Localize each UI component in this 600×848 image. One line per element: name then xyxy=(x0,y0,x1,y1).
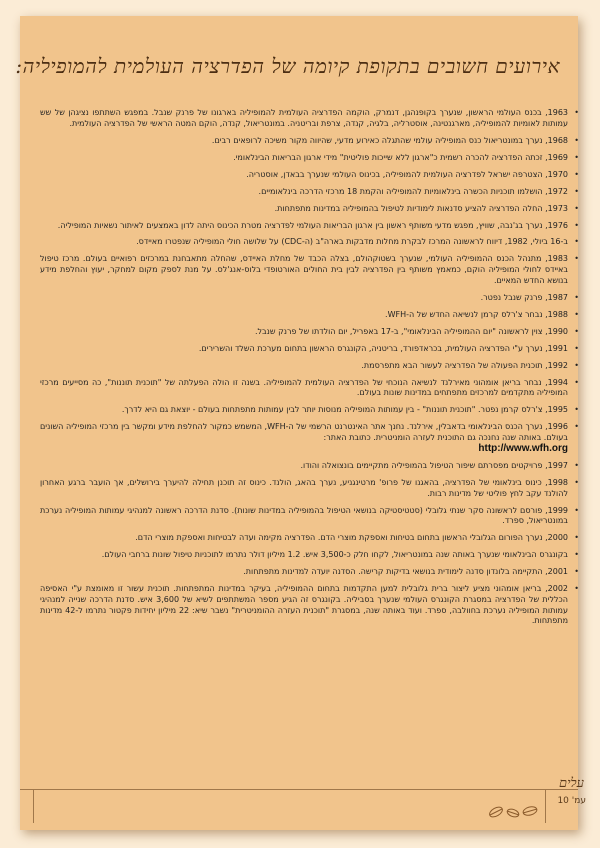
event-text: 1973, החלה הפדרציה להציע סדנאות לימודיות לטיפול בהמופיליה במדינות מתפתחות. xyxy=(274,203,568,213)
event-text: בקונגרס הבינלאומי שנערך באותה שנה במונטריאול, לקחו חלק כ-3,500 איש. 1.2 מיליון דולר נתרמו לתוכניות טיפול שונות ברחבי העולם. xyxy=(101,550,568,560)
event-item xyxy=(40,237,568,248)
page-number: עמ' 10 xyxy=(557,796,586,806)
event-item xyxy=(40,478,568,499)
event-text: 1983, מתנהל הכנס ההמופיליה העולמי, שנערך בשטוקהולם, בצלה הכבד של מחלת האיידס, שהחלה מתאבחנת במרכזים רפואיים בעולם. מרכז טיפול באיידס לחולי המופיליה הוקם, כמאמץ משותף בין הפדרציה לבין בית החולים האורטופדי בלוס-אנג'לס. על מנת לספק מקום למחקר, יעוץ והחלפת מידע בנושא החדש המאיים. xyxy=(40,254,568,285)
event-item xyxy=(40,405,568,416)
event-text: 1995, צ'רלס קרמן נפטר. "תוכנית תוננות" - בין עמותות המופיליה מנוסות יותר לבין עמותות מתפתחות בעולם - יוצאת גם היא לדרך. xyxy=(121,405,568,415)
event-item xyxy=(40,187,568,198)
event-text: 1988, נבחר צ'רלס קרמן לנשיאה החדש של ה-WFH. xyxy=(385,309,568,319)
event-item xyxy=(40,567,568,578)
event-text: 2001, התקיימה בלונדון סדנה לימודית בנושאי בדיקות קרישה. הסדנה יועדה למדינות מתפתחות. xyxy=(243,567,568,577)
event-item xyxy=(40,221,568,232)
magazine-name: עלים xyxy=(559,776,584,791)
event-text: 2000, נערך הפורום הגלובלי הראשון בתחום בטיחות ואספקת מוצרי הדם. הפדרציה מקימה ועדה לבטיחות ואספקת מוצרי הדם. xyxy=(135,533,568,543)
event-item xyxy=(40,136,568,147)
footer-divider-vertical xyxy=(545,789,546,823)
event-item xyxy=(40,310,568,321)
event-item xyxy=(40,204,568,215)
event-text: 1968, נערך במונטריאול כנס המופיליה עולמי שהתגלה כאירוע מדעי, שהיווה מקור משיכה לרופאים רבים. xyxy=(211,135,568,145)
event-item xyxy=(40,108,568,129)
event-item xyxy=(40,293,568,304)
footer-divider-vertical-left xyxy=(33,789,34,823)
event-item xyxy=(40,506,568,527)
footer-divider xyxy=(20,789,578,790)
leaves-ornament-icon xyxy=(486,802,542,822)
event-item xyxy=(40,170,568,181)
event-item xyxy=(40,153,568,164)
events-list xyxy=(40,108,582,633)
event-text: 1998, כינוס בינלאומי של הפדרציה, בהאגנו של פרופ' מרטינגניע, נערך בהאג, הולנד. כינוס זה תוכנן תחילה להיערך בירושלים, אך הועבר ברגע האחרון להולנד עקב לחץ פוליטי של מדינות רבות. xyxy=(40,478,568,498)
event-text: 1992, תוכנית הפעולה של הפדרציה לעשור הבא מתפרסמת. xyxy=(361,360,568,370)
event-item xyxy=(40,378,568,399)
event-item xyxy=(40,461,568,472)
event-text: 1969, זכתה הפדרציה להכרה רשמית כ"ארגון ללא שייכות פוליטית" מידי ארגון הבריאות הבינלאומי. xyxy=(233,152,568,162)
event-text: 2002, בריאן אומהוני מציע ליצור ברית גלובלית למען התקדמות בתחום ההמופיליה, בעיקר במדינות המתפתחות. תוכנית עשור זו מאומצת ע"י האסיפה הכללית של הפדרציה במסגרת הקונגרס העולמי שנערך בסביליה. בקונגרס זה הגיע מספר המשתתפים לשיא של 3,600 איש. סדנת הדרכה שנייה למנהיגי עמותות המופיליה נערכת בחוולבה, ספרד. ועוד באותה שנה, במסגרת "תוכנית העזרה ההומניטרית" נשבר שיא: 22 מיליון יחידות פקטור נתרמו ל-42 מדינות מתפתחות. xyxy=(40,584,569,626)
event-text: 1994, נבחר בריאן אומהוני מאירלנד לנשיאה הנוכחי של הפדרציה העולמית להמופיליה. בשנה זו הולה הפעלתה של "תוכנית תוננות", כה מסייעים מרכזי המופיליה מתקדמים למרכזים מתפתחים במדינות שונות בעולם. xyxy=(40,377,568,398)
event-text: 1972, הושלמו תוכניות הכשרה בינלאומיות להמופיליה והקמת 18 מרכזי הדרכה בינלאומיים. xyxy=(258,186,568,196)
event-item xyxy=(40,550,568,561)
event-text: 1990, צוין לראשונה "יום ההמופיליה הבינלאומי", ב-17 באפריל, יום הולדתו של פרנק שנבל. xyxy=(254,326,568,336)
event-text: 1987, פרנק שנבל נפטר. xyxy=(480,292,568,302)
event-text: 1976, נערך בג'נבה, שוויץ, מפגש מדעי משותף ראשון בין ארגון הבריאות העולמי לפדרציה מטרת הכינוס היתה לדון באמצעים לאיתור נשאיות המופיליה. xyxy=(57,220,568,230)
event-item xyxy=(40,533,568,544)
event-text: 1999, פורסם לראשונה סקר שנתי גלובלי (סטטיסטיקה בנושאי הטיפול בהמופיליה במדינות שונות). סדנת הדרכה ראשונה למנהיגי עמותות המופיליה נערכת במונטריאול, ספרד. xyxy=(40,505,568,526)
event-item xyxy=(40,344,568,355)
event-item xyxy=(40,584,568,626)
page-title: אירועים חשובים בתקופת קיומה של הפדרציה העולמית להמופיליה: xyxy=(15,54,560,78)
event-item xyxy=(40,254,568,286)
event-text: ב-16 ביולי, 1982, דיווח לראשונה המרכז לבקרת מחלות מדבקות בארה"ב (ה-CDC) על שלושה חולי המופיליה שנפטרו מאיידס. xyxy=(136,237,568,247)
event-item xyxy=(40,361,568,372)
event-text: 1970, הצטרפה ישראל לפדרציה העולמית להמופיליה, בכינוס העולמי שנערך בבאדן, אוסטריה. xyxy=(246,169,568,179)
event-text: 1991, נערך ע"י הפדרציה העולמית, בכראדפורד, בריטניה, הקונגרס הראשון בתחום מערכת השלד והשרירים. xyxy=(198,343,568,353)
event-item xyxy=(40,327,568,338)
event-text: 1997, פרויקטים מפסרתם שיפור הטיפול בהמופיליה מתקיימים בונצואלה והודו. xyxy=(300,461,568,471)
event-text: 1963, בכנס העולמי הראשון, שנערך בקופנהגן, דנמרק, הוקמה הפדרציה העולמית להמופיליה בארגונו של פרנק שנבל. במפגש השתתפו נציגהן של שש עמותות לאומיות להמופיליה, מארגנטינה, אוסטרליה, בלגיה, קנדה, צרפת ובריטניה. במונטריאול, קנדה, הוקם המטה הראשי של הפדרציה העולמית. xyxy=(40,108,568,128)
event-item xyxy=(40,422,568,455)
website-link[interactable]: http://www.wfh.org xyxy=(478,443,568,455)
event-text: 1996, נערך הכנס הבינלאומי בדאבלין, אירלנד. נחנך אתר האינטרנט הרשמי של ה-WFH, המשמש כמקור להחלפת מידע ומקשר בין מרכזי המופיליה השונים בעולם. באותה שנה נחנכה גם התוכנית לעזרה הומניטרית. כתובת האתר: xyxy=(40,422,568,442)
